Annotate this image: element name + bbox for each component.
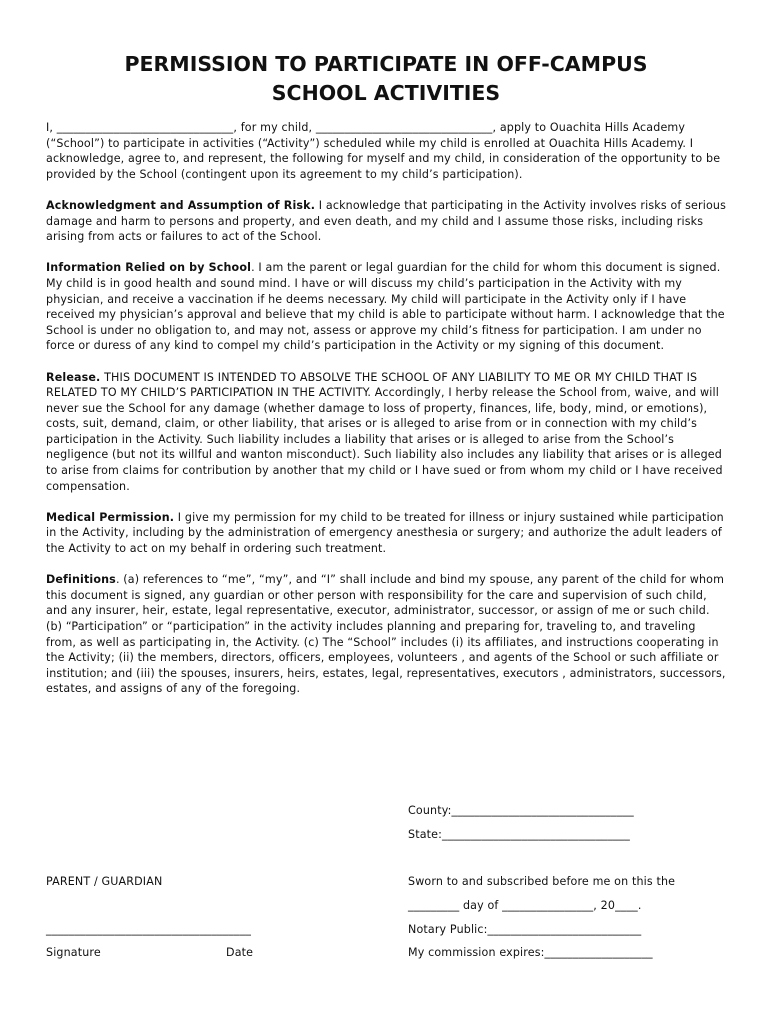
commission-expires-field[interactable]: My commission expires:___________________ — [408, 946, 653, 959]
medical-heading: Medical Permission. — [46, 510, 175, 524]
definitions-heading: Definitions — [46, 573, 116, 587]
risk-paragraph — [46, 198, 728, 245]
signature-label: Signature — [46, 946, 101, 959]
release-heading: Release. — [46, 370, 101, 384]
parent-guardian-label: PARENT / GUARDIAN — [46, 875, 163, 888]
county-field[interactable]: County:________________________________ — [408, 804, 634, 817]
information-paragraph — [46, 260, 728, 354]
title-line-2: SCHOOL ACTIVITIES — [271, 81, 501, 105]
release-paragraph — [46, 370, 728, 495]
definitions-paragraph — [46, 572, 728, 697]
definitions-text: . (a) references to “me”, “my”, and “I” shall include and bind my spouse, any parent of the child for whom this document is signed, any guardian or other person with responsibility for the care and supervision of such child, and any insurer, heir, estate, legal representative, executor, administrator, successor, or assign of me or such child. (b) “Participation” or “participation” in the activity includes planning and preparing for, traveling to, and traveling from, as well as participating in, the Activity. (c) The “School” includes (i) its affiliates, and instructions cooperating in the Activity; (ii) the members, directors, officers, employees, volunteers , and agents of the School or such affiliate or institution; and (iii) the spouses, insurers, heirs, estates, legal, representatives, executors , administrators, successors, estates, and assigns of any of the foregoing. — [46, 573, 726, 696]
risk-heading: Acknowledgment and Assumption of Risk. — [46, 198, 316, 212]
intro-paragraph: I, _______________________________, for my child, _______________________________, apply to Ouachita Hills Academy (“School”) to participate in activities (“Activity”) scheduled while my child is enrolled at Ouachita Hills Academy. I acknowledge, agree to, and represent, the following for myself and my child, in consideration of the opportunity to be provided by the School (contingent upon its agreement to my child’s participation). — [46, 121, 721, 181]
medical-text: I give my permission for my child to be treated for illness or injury sustained while participation in the Activity, including by the administration of emergency anesthesia or surgery; and authorize the adult leaders of the Activity to act on my behalf in ordering such treatment. — [46, 510, 724, 556]
signature-line[interactable]: ____________________________________ — [46, 923, 252, 936]
release-text: THIS DOCUMENT IS INTENDED TO ABSOLVE THE SCHOOL OF ANY LIABILITY TO ME OR MY CHILD THAT IS RELATED TO MY CHILD’S PARTICIPATION IN THE ACTIVITY. Accordingly, I herby release the School from, waive, and will never sue the School for any damage (whether damage to loss of property, finances, life, body, mind, or emotions), costs, suit, demand, claim, or other liability, that arises or is alleged to arise from or in connection with my child’s participation in the Activity. Such liability includes a liability that arises or is alleged to arise from the School’s negligence (but not its willful and wanton misconduct). Such liability also includes any liability that arises or is alleged to arise from claims for contribution by another that my child or I have sued or from whom my child or I have received compensation. — [46, 370, 723, 493]
state-field[interactable]: State:_________________________________ — [408, 828, 630, 841]
sworn-statement: Sworn to and subscribed before me on this the — [408, 875, 676, 888]
information-heading: Information Relied on by School — [46, 261, 252, 275]
title-line-1: PERMISSION TO PARTICIPATE IN OFF-CAMPUS — [124, 52, 648, 76]
notary-public-field[interactable]: Notary Public:___________________________ — [408, 923, 642, 936]
medical-paragraph — [46, 510, 728, 557]
document-body — [46, 120, 728, 713]
page-title — [40, 50, 732, 108]
date-label: Date — [226, 946, 254, 959]
information-text: . I am the parent or legal guardian for the child for whom this document is signed. My child is in good health and sound mind. I have or will discuss my child’s participation in the Activity with my physician, and receive a vaccination if he deems necessary. My child will participate in the Activity only if I have received my physician’s approval and believe that my child is able to participate without harm. I acknowledge that the School is under no obligation to, and may not, assess or approve my child’s fitness for participation. I am under no force or duress of any kind to compel my child’s participation in the Activity or my signing of this document. — [46, 261, 725, 353]
risk-text: I acknowledge that participating in the Activity involves risks of serious damage and harm to persons and property, and even death, and my child and I assume those risks, including risks arising from acts or failures to act of the School. — [46, 198, 727, 244]
day-of-line[interactable]: _________ day of ________________, 20____. — [408, 899, 642, 912]
